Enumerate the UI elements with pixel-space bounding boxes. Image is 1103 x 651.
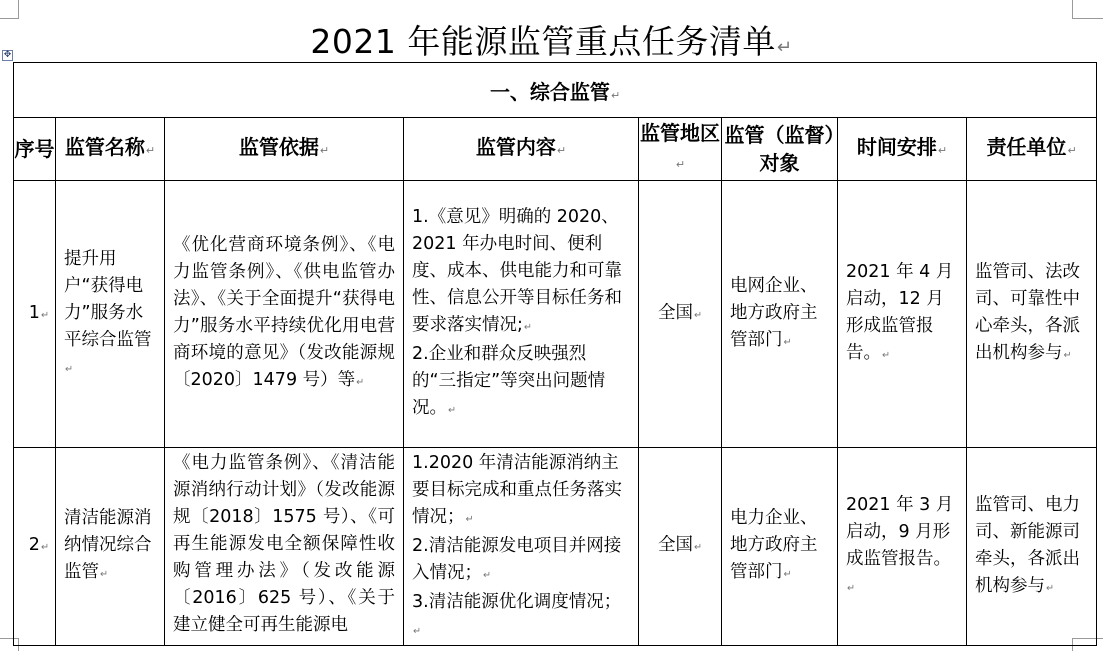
paragraph-mark-icon: ↵ — [465, 514, 474, 525]
row-responsible-cell[interactable]: 监管司、法改司、可靠性中心牵头，各派出机构参与↵ — [967, 181, 1097, 448]
table-row — [14, 448, 1097, 646]
row-basis-cell[interactable]: 《优化营商环境条例》、《电力监管条例》、《供电监管办法》、《关于全面提升“获得电力”服务水平持续优化用电营商环境的意见》（发改能源规〔2020〕1479 号）等↵ — [165, 181, 404, 448]
paragraph-mark-icon: ↵ — [319, 144, 330, 157]
row-index-cell[interactable]: 2↵ — [14, 448, 56, 646]
row-name-cell[interactable]: 清洁能源消纳情况综合监管↵ — [56, 448, 165, 646]
row-basis-cell[interactable]: 《电力监管条例》、《清洁能源消纳行动计划》（发改能源规〔2018〕1575 号）、《可再生能源发电全额保障性收购管理办法》（发改能源〔2016〕625 号）、《关于建立健全可再生能源电 — [165, 448, 404, 646]
row-region-cell[interactable]: 全国↵ — [639, 181, 722, 448]
content-line: 3.清洁能源优化调度情况；↵ — [412, 592, 622, 637]
content-line: 2.企业和群众反映强烈的“三指定”等突出问题情况。↵ — [412, 344, 606, 418]
document-title: 2021 年能源监管重点任务清单↵ — [310, 22, 793, 61]
row-content-cell[interactable] — [404, 448, 639, 646]
page-corner-mark — [0, 0, 19, 19]
table-row — [14, 181, 1097, 448]
paragraph-mark-icon: ↵ — [556, 144, 567, 157]
paragraph-mark-icon: ↵ — [693, 309, 703, 321]
content-line: 1.2020 年清洁能源消纳主要目标完成和重点任务落实情况；↵ — [412, 453, 622, 527]
header-cell-responsible[interactable]: 责任单位↵ — [967, 118, 1097, 181]
row-schedule-cell[interactable]: 2021 年 4 月启动，12 月形成监管报告。↵ — [838, 181, 967, 448]
header-cell-content[interactable]: 监管内容↵ — [404, 118, 639, 181]
paragraph-mark-icon: ↵ — [356, 377, 365, 388]
paragraph-mark-icon: ↵ — [145, 144, 156, 157]
row-schedule-cell[interactable]: 2021 年 3 月启动，9 月形成监管报告。↵ — [838, 448, 967, 646]
row-region-cell[interactable]: 全国↵ — [639, 448, 722, 646]
paragraph-mark-icon: ↵ — [1063, 350, 1072, 361]
row-responsible-cell[interactable]: 监管司、电力司、新能源司牵头，各派出机构参与↵ — [967, 448, 1097, 646]
header-cell-index[interactable]: 序号 — [14, 118, 56, 181]
paragraph-mark-icon: ↵ — [882, 350, 891, 361]
page-corner-mark — [1072, 0, 1103, 19]
paragraph-mark-icon: ↵ — [776, 37, 793, 58]
paragraph-mark-icon: ↵ — [523, 322, 532, 333]
paragraph-mark-icon: ↵ — [693, 542, 703, 553]
paragraph-mark-icon: ↵ — [937, 144, 948, 157]
section-heading[interactable]: 一、综合监管↵ — [14, 63, 1097, 118]
paragraph-mark-icon: ↵ — [100, 569, 109, 580]
table-header-row — [14, 118, 1097, 181]
paragraph-mark-icon: ↵ — [413, 626, 422, 637]
task-table — [13, 62, 1097, 646]
header-cell-basis[interactable]: 监管依据↵ — [165, 118, 404, 181]
content-line: 1.《意见》明确的 2020、2021 年办电时间、便利度、成本、供电能力和可靠性、信息公开等目标任务和要求落实情况;↵ — [412, 207, 622, 335]
header-cell-target[interactable]: 监管（监督）对象 — [722, 118, 838, 181]
content-line: 2.清洁能源发电项目并网接入情况；↵ — [412, 536, 622, 583]
paragraph-mark-icon: ↵ — [65, 363, 74, 375]
header-cell-name[interactable]: 监管名称↵ — [56, 118, 165, 181]
row-name-cell[interactable]: 提升用户“获得电力”服务水平综合监管↵ — [56, 181, 165, 448]
paragraph-mark-icon: ↵ — [783, 336, 792, 348]
row-content-cell[interactable] — [404, 181, 639, 448]
header-cell-schedule[interactable]: 时间安排↵ — [838, 118, 967, 181]
paragraph-mark-icon: ↵ — [448, 405, 457, 416]
header-cell-region[interactable]: 监管地区↵ — [639, 118, 722, 181]
section-row — [14, 63, 1097, 118]
paragraph-mark-icon: ↵ — [847, 582, 856, 594]
paragraph-mark-icon: ↵ — [483, 570, 492, 581]
paragraph-mark-icon: ↵ — [40, 542, 49, 553]
paragraph-mark-icon: ↵ — [675, 158, 686, 171]
paragraph-mark-icon: ↵ — [783, 569, 792, 580]
row-target-cell[interactable]: 电网企业、地方政府主管部门↵ — [722, 181, 838, 448]
table-move-handle-icon[interactable]: ✥ — [3, 50, 12, 60]
row-target-cell[interactable]: 电力企业、地方政府主管部门↵ — [722, 448, 838, 646]
paragraph-mark-icon: ↵ — [610, 88, 621, 102]
paragraph-mark-icon: ↵ — [1067, 144, 1077, 157]
paragraph-mark-icon: ↵ — [40, 309, 49, 321]
paragraph-mark-icon: ↵ — [1046, 582, 1055, 594]
row-index-cell[interactable]: 1↵ — [14, 181, 56, 448]
